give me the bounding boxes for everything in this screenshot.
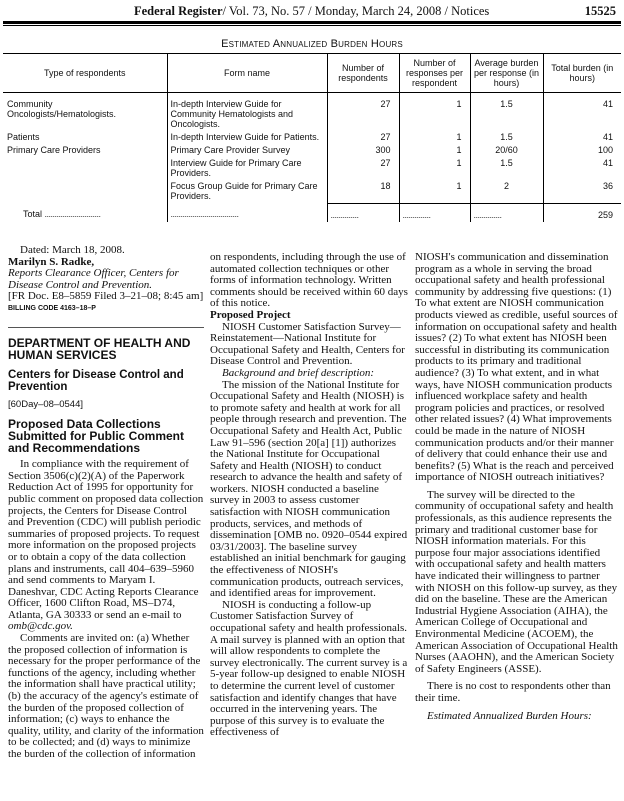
form-name: Primary Care Provider Survey xyxy=(167,144,327,157)
average-burden: 2 xyxy=(470,180,543,203)
total-burden: 41 xyxy=(543,157,621,180)
table-row xyxy=(3,144,621,157)
responses-per-respondent: 1 xyxy=(399,157,470,180)
total-row xyxy=(3,203,621,222)
average-burden: 20/60 xyxy=(470,144,543,157)
billing-code: BILLING CODE 4163–18–P xyxy=(8,304,96,312)
average-burden: 1.5 xyxy=(470,93,543,132)
form-name: Interview Guide for Primary Care Providers. xyxy=(167,157,327,180)
respondents-count: 27 xyxy=(327,93,399,132)
publication-name: Federal Register xyxy=(134,4,223,18)
respondents-count: 27 xyxy=(327,131,399,144)
average-burden: 1.5 xyxy=(470,131,543,144)
respondent-type xyxy=(3,157,167,180)
respondents-count: 18 xyxy=(327,180,399,203)
agency-heading: DEPARTMENT OF HEALTH AND HUMAN SERVICES xyxy=(8,335,191,362)
empty-cell: .................................. xyxy=(167,203,327,222)
paragraph xyxy=(8,459,204,633)
responses-per-respondent: 1 xyxy=(399,180,470,203)
col-header: Number of responses per respondent xyxy=(399,54,470,93)
total-label: Total ............................ xyxy=(23,209,101,219)
header-title xyxy=(134,4,489,19)
respondent-type: Patients xyxy=(7,132,40,142)
col-header: Average burden per response (in hours) xyxy=(470,54,543,93)
respondent-type: Community Oncologists/Hematologists. xyxy=(7,99,117,119)
average-burden: 1.5 xyxy=(470,157,543,180)
issue-info: / Vol. 73, No. 57 / Monday, March 24, 2008 / Notices xyxy=(222,4,490,18)
header-rule-thin xyxy=(3,25,621,26)
total-burden: 36 xyxy=(543,180,621,203)
total-burden: 100 xyxy=(543,144,621,157)
text-column-3 xyxy=(415,252,621,722)
respondent-type: Primary Care Providers xyxy=(7,145,101,155)
table-row xyxy=(3,131,621,144)
col-header: Total burden (in hours) xyxy=(543,54,621,93)
paragraph: on respondents, including through the use of automated collection techniques or other forms of information technology. Written comments should be received within 60 days of this notice. xyxy=(210,251,408,310)
running-header xyxy=(0,2,624,20)
respondent-type xyxy=(3,180,167,203)
total-label-text: Total xyxy=(23,209,43,219)
subheading: Background and brief description: xyxy=(222,366,375,379)
total-burden: 41 xyxy=(543,131,621,144)
section-heading: Proposed Project xyxy=(210,308,291,321)
form-name: In-depth Interview Guide for Patients. xyxy=(167,131,327,144)
respondents-count: 27 xyxy=(327,157,399,180)
text-column-1 xyxy=(8,245,204,761)
subagency-heading: Centers for Disease Control and Prevention xyxy=(8,368,184,393)
header-rule xyxy=(3,21,621,24)
responses-per-respondent: 1 xyxy=(399,144,470,157)
col-header: Type of respondents xyxy=(3,54,167,93)
paragraph-text: In compliance with the requirement of Section 3506(c)(2)(A) of the Paperwork Reduction Act of 1995 for opportunity for public comment on proposed data collection projects, the Centers for Disease Control and Prevention (CDC) will publish periodic summaries of proposed projects. To request more information on the proposed projects or to obtain a copy of the data collection plans and instruments, call 404–639–5960 and send comments to Maryam I. Daneshvar, CDC Acting Reports Clearance Officer, 1600 Clifton Road, MS–D74, Atlanta, GA 30333 or send an e-mail to xyxy=(8,458,204,621)
form-name: Focus Group Guide for Primary Care Providers. xyxy=(167,180,327,203)
empty-cell: .............. xyxy=(399,203,470,222)
notice-title: Proposed Data Collections Submitted for Public Comment and Recommendations xyxy=(8,417,185,456)
empty-cell: .............. xyxy=(327,203,399,222)
paragraph: The survey will be directed to the community of occupational safety and health professionals, as this audience represents the primary and traditional customer base for NIOSH information materials. For this purpose four major associations identified with occupational safety and health matters have indicated their willingness to partner with NIOSH on this follow-up survey, as they did on the baseline. These are the American Industrial Hygiene Association (AIHA), the American College of Occupational and Environmental Medicine (ACOEM), the American Association of Occupational Health Nurses (AAOHN), and the American Society of Safety Engineers (ASSE). xyxy=(415,488,618,675)
respondents-count: 300 xyxy=(327,144,399,157)
fr-doc-line: [FR Doc. E8–5859 Filed 3–21–08; 8:45 am] xyxy=(8,290,204,303)
paragraph: Comments are invited on: (a) Whether the proposed collection of information is necessary for the proper performance of the functions of the agency, including whether the information shall have practical utility; (b) the accuracy of the agency's estimate of the burden of the proposed collection of information; (c) ways to enhance the quality, utility, and clarity of the information to be collected; and (d) ways to minimize the burden of the collection of information xyxy=(8,632,204,760)
paragraph: There is no cost to respondents other than their time. xyxy=(415,680,611,704)
table-title: Estimated Annualized Burden Hours xyxy=(221,38,403,50)
docket-number: [60Day–08–0544] xyxy=(8,398,84,410)
signer-name: Marilyn S. Radke, xyxy=(8,255,95,268)
paragraph: NIOSH Customer Satisfaction Survey—Reinstatement—National Institute for Occupational Safety and Health, Centers for Disease Control and Prevention. xyxy=(210,320,405,368)
paragraph: NIOSH is conducting a follow-up Customer Satisfaction Survey of occupational safety and health professionals. A mail survey is planned with an option that will allow respondents to complete the survey electronically. The current survey is a 5-year follow-up designed to enable NIOSH to determine the current level of customer satisfaction and identify changes that have occurred in the intervening years. The purpose of this survey is to evaluate the effectiveness of xyxy=(210,598,408,739)
empty-cell: .............. xyxy=(470,203,543,222)
subheading: Estimated Annualized Burden Hours: xyxy=(427,709,592,722)
table-row xyxy=(3,157,621,180)
table-row xyxy=(3,93,621,132)
table-row xyxy=(3,180,621,203)
responses-per-respondent: 1 xyxy=(399,93,470,132)
signer-title: Reports Clearance Officer, Centers for Disease Control and Prevention. xyxy=(8,267,179,291)
col-header: Number of respondents xyxy=(327,54,399,93)
table-header-row xyxy=(3,54,621,93)
text-column-2 xyxy=(210,252,408,739)
paragraph: The mission of the National Institute for Occupational Safety and Health (NIOSH) is to promote safety and health at work for all people through research and prevention. The Occupational Safety and Health Act, Public Law 91–596 (section 20[a] [1]) authorizes the National Institute for Occupational Safety and Health (NIOSH) to conduct research to advance the health and safety of workers. NIOSH conducted a baseline survey in 2003 to assess customer satisfaction with NIOSH communication products, services, and methods of dissemination [OMB no. 0920–0544 expired 03/31/2003]. The baseline survey established an initial benchmark for gauging the effectiveness of NIOSH's communication products, outreach services, and identified areas for improvement. xyxy=(210,378,408,600)
dated-line: Dated: March 18, 2008. xyxy=(20,244,125,256)
email-link[interactable]: omb@cdc.gov. xyxy=(8,620,73,633)
section-divider xyxy=(8,327,204,328)
paragraph: NIOSH's communication and dissemination program as a whole in serving the broad occupational safety and health professional community by addressing five questions: (1) To what extent are NIOSH communication products viewed as credible, useful sources of information on occupational safety and health issues? (2) To what extent has NIOSH been successful in distributing its communication products to its primary and traditional audience? (3) To what extent, and in what ways, have NIOSH communication products influenced workplace safety and health program policies and practices, or resolved other related issues? (4) What improvements could be made in the nature of NIOSH communication products and/or their manner of delivery that could enhance their use and benefits? (5) What is the reach and perceived importance of NIOSH outreach initiatives? xyxy=(415,251,618,484)
form-name: In-depth Interview Guide for Community Hematologists and Oncologists. xyxy=(167,93,327,132)
responses-per-respondent: 1 xyxy=(399,131,470,144)
col-header: Form name xyxy=(167,54,327,93)
burden-table xyxy=(3,53,621,222)
total-value: 259 xyxy=(543,203,621,222)
page-number: 15525 xyxy=(584,4,616,18)
total-burden: 41 xyxy=(543,93,621,132)
